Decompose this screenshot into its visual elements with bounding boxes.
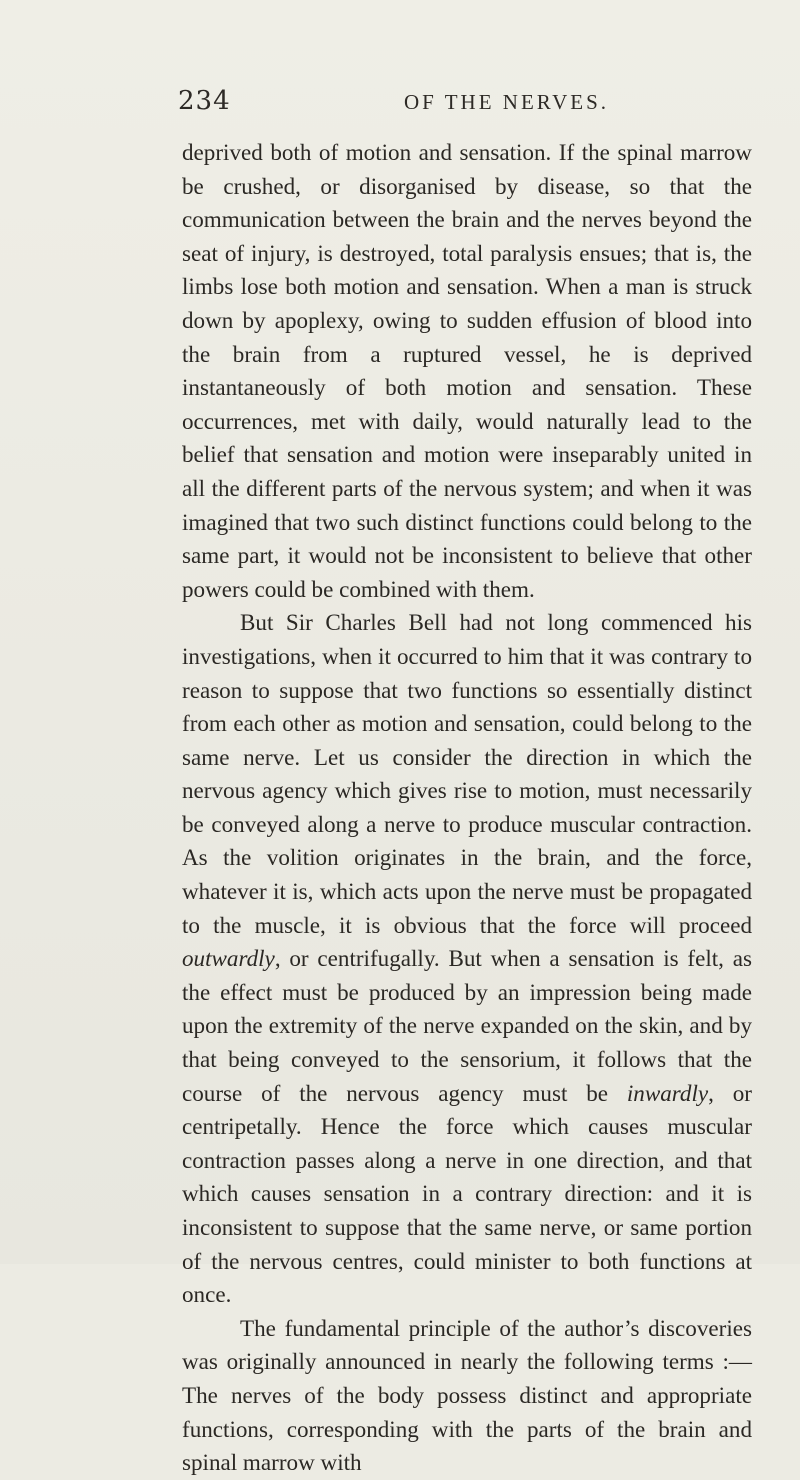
paragraph-2 <box>182 606 752 1311</box>
running-title: OF THE NERVES. <box>404 90 610 114</box>
body-text <box>182 136 752 1480</box>
paragraph-2-italic-1: outwardly <box>182 945 275 972</box>
paragraph-2-italic-2: inwardly <box>626 1079 709 1106</box>
paragraph-2-text-2: , or centrifugally. But when a sensation is felt, as the effect must be produced by an impression being made upon the extremity of the nerve expanded on the skin, and by that being conveyed to the sensorium, it follows that the course of the nervous agency must be <box>182 945 752 1106</box>
paragraph-2-text-3: , or centripetally. Hence the force which causes muscular contraction passes along a nerve in one direction, and that which causes sensation in a contrary direction: and it is inconsistent to suppose that the same nerve, or same portion of the nervous centres, could minister to both functions at once. <box>182 1079 752 1308</box>
paragraph-2-text-1: But Sir Charles Bell had not long commenced his investigations, when it occurred to him that it was contrary to reason to suppose that two functions so essentially distinct from each other as motion and sensation, could belong to the same nerve. Let us consider the direction in which the nervous agency which gives rise to motion, must necessarily be conveyed along a nerve to produce muscular contraction. As the volition originates in the brain, and the force, whatever it is, which acts upon the nerve must be propagated to the muscle, it is obvious that the force will proceed <box>182 609 752 938</box>
running-head <box>178 86 768 126</box>
page-number: 234 <box>178 86 231 116</box>
paragraph-3: The fundamental principle of the author’s discoveries was originally announced in nearly the following terms :—The nerves of the body possess distinct and appropriate functions, corresponding with the parts of the brain and spinal marrow with <box>182 1314 752 1476</box>
paragraph-1: deprived both of motion and sensation. If the spinal marrow be crushed, or disorganised by disease, so that the communication between the brain and the nerves beyond the seat of injury, is destroyed, total paralysis ensues; that is, the limbs lose both motion and sensation. When a man is struck down by apoplexy, owing to sudden effusion of blood into the brain from a ruptured vessel, he is deprived instantaneously of both motion and sensation. These occurrences, met with daily, would naturally lead to the belief that sensation and motion were inseparably united in all the different parts of the nervous system; and when it was imagined that two such distinct functions could belong to the same part, it would not be inconsistent to believe that other powers could be combined with them. <box>182 139 752 602</box>
